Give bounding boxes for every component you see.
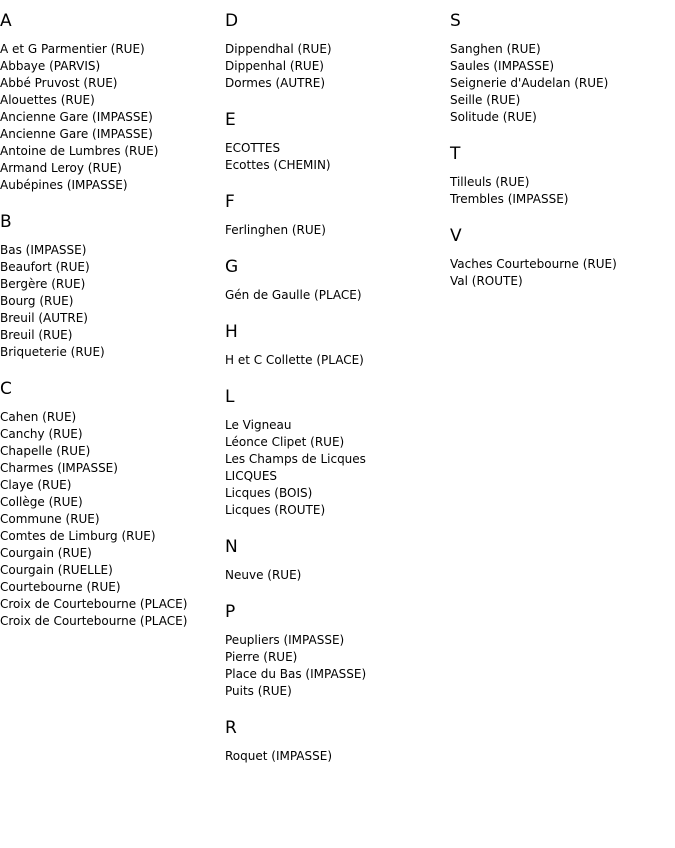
street-list (450, 41, 675, 126)
section-letter-heading: P (225, 602, 236, 622)
street-item: Val (ROUTE) (450, 274, 523, 288)
street-item: Dippendhal (RUE) (225, 42, 332, 56)
letter-section (0, 379, 225, 630)
section-letter-heading: S (450, 11, 461, 31)
street-item: Seille (RUE) (450, 93, 521, 107)
letter-section (225, 537, 450, 584)
street-item: Tilleuls (RUE) (450, 175, 530, 189)
street-item: Collège (RUE) (0, 495, 83, 509)
street-item: Roquet (IMPASSE) (225, 749, 333, 763)
street-item: Courgain (RUELLE) (0, 563, 113, 577)
street-item: Bas (IMPASSE) (0, 243, 87, 257)
letter-section (450, 11, 675, 126)
section-letter-heading: E (225, 110, 236, 130)
street-item: Saules (IMPASSE) (450, 59, 555, 73)
street-item: Neuve (RUE) (225, 568, 302, 582)
street-item: Gén de Gaulle (PLACE) (225, 288, 362, 302)
letter-section (225, 110, 450, 174)
street-item: Canchy (RUE) (0, 427, 83, 441)
street-item: LICQUES (225, 469, 278, 483)
street-item: Courgain (RUE) (0, 546, 92, 560)
street-item: Breuil (AUTRE) (0, 311, 88, 325)
street-item: Claye (RUE) (0, 478, 72, 492)
letter-section (0, 212, 225, 361)
street-index (0, 11, 675, 848)
street-item: Armand Leroy (RUE) (0, 161, 122, 175)
street-item: H et C Collette (PLACE) (225, 353, 364, 367)
street-list (450, 174, 675, 208)
street-item: Beaufort (RUE) (0, 260, 90, 274)
street-index-column-3 (450, 11, 675, 308)
letter-section (225, 257, 450, 304)
street-list (225, 352, 450, 369)
street-list (450, 256, 675, 290)
street-item: Peupliers (IMPASSE) (225, 633, 345, 647)
street-item: Vaches Courtebourne (RUE) (450, 257, 617, 271)
street-item: Les Champs de Licques (225, 452, 366, 466)
street-index-column-2 (225, 11, 450, 783)
street-item: Licques (BOIS) (225, 486, 313, 500)
letter-section (225, 192, 450, 239)
section-letter-heading: V (450, 226, 462, 246)
letter-section (225, 11, 450, 92)
section-letter-heading: L (225, 387, 235, 407)
letter-section (225, 387, 450, 519)
street-item: Comtes de Limburg (RUE) (0, 529, 156, 543)
street-item: ECOTTES (225, 141, 281, 155)
street-item: Courtebourne (RUE) (0, 580, 121, 594)
street-item: Croix de Courtebourne (PLACE) (0, 614, 188, 628)
street-item: Pierre (RUE) (225, 650, 298, 664)
section-letter-heading: C (0, 379, 12, 399)
street-list (225, 417, 450, 519)
street-item: Sanghen (RUE) (450, 42, 541, 56)
street-list (0, 409, 225, 630)
street-item: Abbé Pruvost (RUE) (0, 76, 118, 90)
street-item: Briqueterie (RUE) (0, 345, 105, 359)
street-item: A et G Parmentier (RUE) (0, 42, 145, 56)
street-item: Dippenhal (RUE) (225, 59, 324, 73)
street-item: Antoine de Lumbres (RUE) (0, 144, 159, 158)
street-item: Licques (ROUTE) (225, 503, 326, 517)
street-item: Bourg (RUE) (0, 294, 74, 308)
street-item: Dormes (AUTRE) (225, 76, 326, 90)
letter-section (225, 602, 450, 700)
section-letter-heading: D (225, 11, 239, 31)
street-item: Abbaye (PARVIS) (0, 59, 101, 73)
letter-section (450, 144, 675, 208)
letter-section (225, 322, 450, 369)
street-list (225, 748, 450, 765)
street-item: Croix de Courtebourne (PLACE) (0, 597, 188, 611)
street-list (225, 140, 450, 174)
street-item: Breuil (RUE) (0, 328, 73, 342)
street-item: Aubépines (IMPASSE) (0, 178, 128, 192)
street-list (225, 41, 450, 92)
street-item: Trembles (IMPASSE) (450, 192, 569, 206)
street-item: Ancienne Gare (IMPASSE) (0, 127, 153, 141)
street-item: Charmes (IMPASSE) (0, 461, 118, 475)
street-list (225, 567, 450, 584)
street-item: Bergère (RUE) (0, 277, 86, 291)
section-letter-heading: B (0, 212, 12, 232)
street-item: Chapelle (RUE) (0, 444, 91, 458)
section-letter-heading: H (225, 322, 238, 342)
street-item: Alouettes (RUE) (0, 93, 95, 107)
street-item: Léonce Clipet (RUE) (225, 435, 345, 449)
street-item: Puits (RUE) (225, 684, 292, 698)
street-list (225, 632, 450, 700)
street-list (0, 41, 225, 194)
section-letter-heading: A (0, 11, 12, 31)
letter-section (0, 11, 225, 194)
street-item: Ferlinghen (RUE) (225, 223, 326, 237)
street-list (225, 287, 450, 304)
street-item: Ancienne Gare (IMPASSE) (0, 110, 153, 124)
letter-section (225, 718, 450, 765)
street-item: Cahen (RUE) (0, 410, 77, 424)
section-letter-heading: F (225, 192, 235, 212)
street-index-column-1 (0, 11, 225, 648)
street-list (225, 222, 450, 239)
section-letter-heading: G (225, 257, 239, 277)
section-letter-heading: R (225, 718, 237, 738)
letter-section (450, 226, 675, 290)
street-item: Place du Bas (IMPASSE) (225, 667, 367, 681)
section-letter-heading: T (450, 144, 461, 164)
street-item: Ecottes (CHEMIN) (225, 158, 331, 172)
street-item: Commune (RUE) (0, 512, 100, 526)
street-item: Seignerie d'Audelan (RUE) (450, 76, 609, 90)
section-letter-heading: N (225, 537, 238, 557)
street-item: Le Vigneau (225, 418, 292, 432)
street-list (0, 242, 225, 361)
street-item: Solitude (RUE) (450, 110, 537, 124)
